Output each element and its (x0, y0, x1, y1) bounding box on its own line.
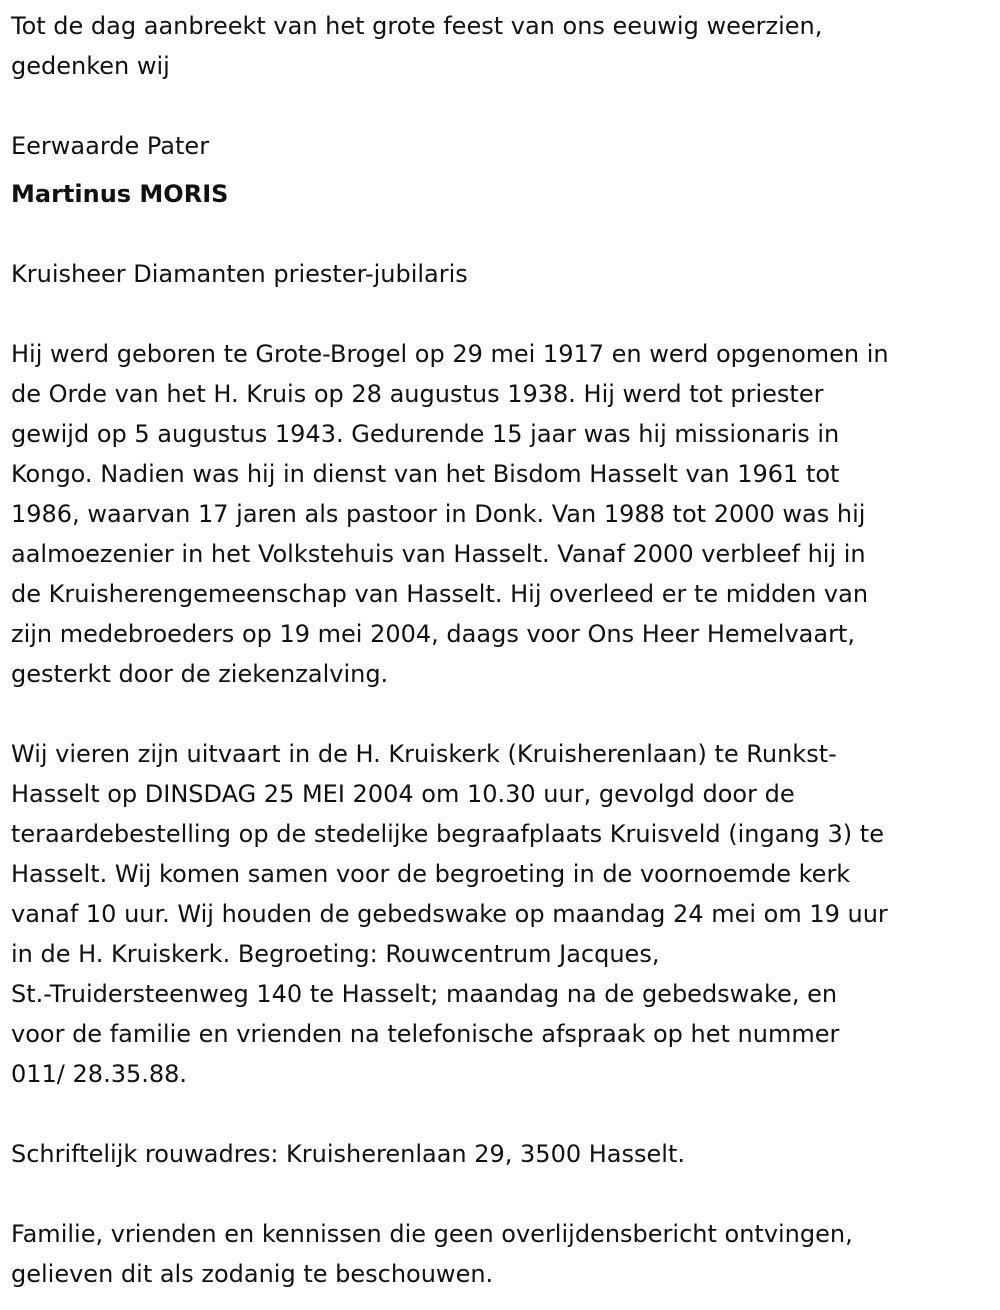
intro-paragraph: Tot de dag aanbreekt van het grote feest van ons eeuwig weerzien, gedenken wij (11, 12, 823, 80)
closing-paragraph: Familie, vrienden en kennissen die geen overlijdensbericht ontvingen, gelieven dit als zodanig te beschouwen. (11, 1220, 853, 1288)
funeral-paragraph: Wij vieren zijn uitvaart in de H. Kruiskerk (Kruisherenlaan) te Runkst- Hasselt op DINSDAG 25 MEI 2004 om 10.30 uur, gevolgd door de teraardebestelling op de stedelijke begraafplaats Kruisveld (ingang 3) te Hasselt. Wij komen samen voor de begroeting in de voornoemde kerk vanaf 10 uur. Wij houden de gebedswake op maandag 24 mei om 19 uur in de H. Kruiskerk. Begroeting: Rouwcentrum Jacques, St.-Truidersteenweg 140 te Hasselt; maandag na de gebedswake, en voor de familie en vrienden na telefonische afspraak op het nummer 011/ 28.35.88. (11, 740, 888, 1088)
role-line: Kruisheer Diamanten priester-jubilaris (11, 260, 468, 288)
deceased-name: Martinus MORIS (11, 180, 229, 208)
spacer (11, 214, 986, 254)
spacer (11, 694, 986, 734)
spacer (11, 1094, 986, 1134)
spacer (11, 294, 986, 334)
spacer (11, 1174, 986, 1214)
address-line: Schriftelijk rouwadres: Kruisherenlaan 29, 3500 Hasselt. (11, 1140, 685, 1168)
title-prefix: Eerwaarde Pater (11, 132, 210, 160)
obituary-document (11, 6, 986, 1294)
biography-paragraph: Hij werd geboren te Grote-Brogel op 29 mei 1917 en werd opgenomen in de Orde van het H. Kruis op 28 augustus 1938. Hij werd tot priester gewijd op 5 augustus 1943. Gedurende 15 jaar was hij missionaris in Kongo. Nadien was hij in dienst van het Bisdom Hasselt van 1961 tot 1986, waarvan 17 jaren als pastoor in Donk. Van 1988 tot 2000 was hij aalmoezenier in het Volkstehuis van Hasselt. Vanaf 2000 verbleef hij in de Kruisherengemeenschap van Hasselt. Hij overleed er te midden van zijn medebroeders op 19 mei 2004, daags voor Ons Heer Hemelvaart, gesterkt door de ziekenzalving. (11, 340, 889, 688)
spacer (11, 86, 986, 126)
